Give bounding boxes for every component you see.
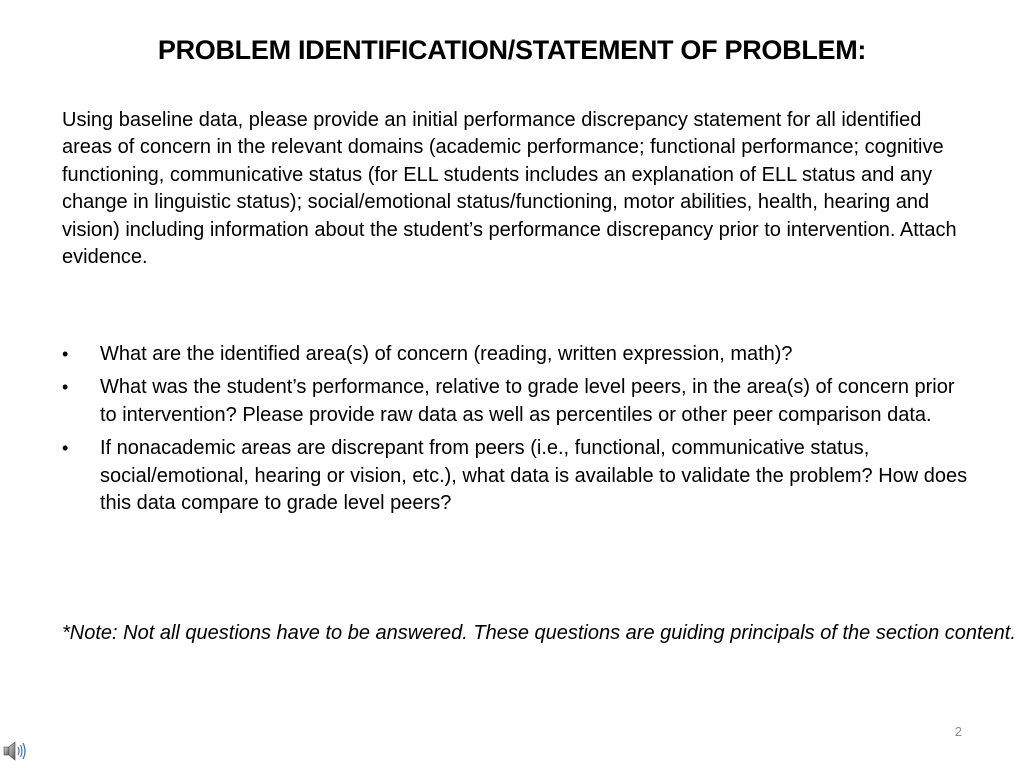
bullet-marker: •: [62, 344, 69, 364]
note-text: *Note: Not all questions have to be answered. These questions are guiding principals of the section content.: [62, 622, 1016, 644]
bullet-marker: •: [62, 377, 69, 398]
question-list: [62, 341, 972, 523]
list-item: [62, 341, 972, 368]
list-item-text: What are the identified area(s) of concern (reading, written expression, math)?: [100, 343, 793, 365]
list-item: [62, 435, 972, 517]
list-item-text: If nonacademic areas are discrepant from peers (i.e., functional, communicative status, social/emotional, hearing or vision, etc.), what data is available to validate the problem? How does this data compare to grade level peers?: [100, 437, 968, 515]
list-item-text: What was the student’s performance, relative to grade level peers, in the area(s) of concern prior to intervention? Please provide raw data as well as percentiles or other peer comparison data.: [100, 376, 955, 426]
list-item: [62, 374, 972, 429]
speaker-icon[interactable]: [2, 740, 28, 762]
slide-title: PROBLEM IDENTIFICATION/STATEMENT OF PROBLEM:: [157, 35, 867, 65]
page-number: 2: [954, 724, 962, 739]
bullet-marker: •: [62, 438, 69, 459]
intro-paragraph: Using baseline data, please provide an initial performance discrepancy statement for all identified areas of concern in the relevant domains (academic performance; functional performance; cognitive functioning, communicative status (for ELL students includes an explanation of ELL status and any change in linguistic status); social/emotional status/functioning, motor abilities, health, hearing and vision) including information about the student’s performance discrepancy prior to intervention. Attach evidence.: [62, 109, 957, 269]
